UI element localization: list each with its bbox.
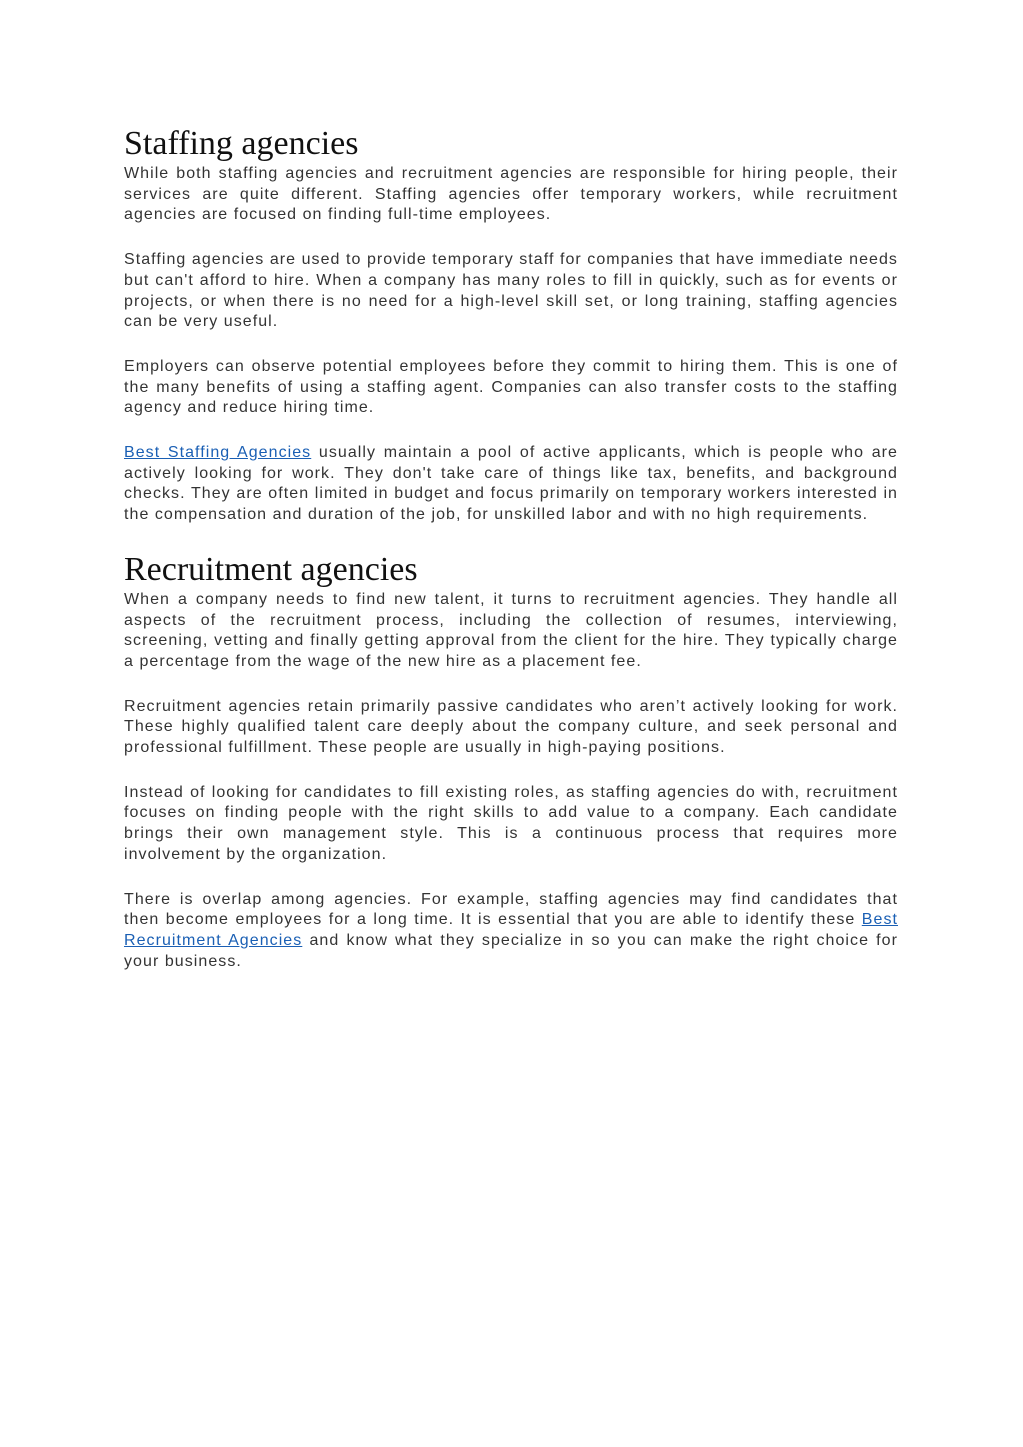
paragraph-text: and know what they specialize in so you can make the right choice for your business. bbox=[124, 931, 898, 970]
paragraph: Instead of looking for candidates to fill existing roles, as staffing agencies do with, recruitment focuses on finding people with the right skills to add value to a company. Each candidate brings their own management style. This is a continuous process that requires more involvement by the organization. bbox=[124, 783, 898, 863]
best-staffing-agencies-link[interactable]: Best Staffing Agencies bbox=[124, 444, 312, 462]
paragraph: When a company needs to find new talent, it turns to recruitment agencies. They handle all aspects of the recruitment process, including the collection of resumes, interviewing, screening, vetting and finally getting approval from the client for the hire. They typically charge a percentage from the wage of the new hire as a placement fee. bbox=[124, 590, 898, 670]
paragraph-text: usually maintain a pool of active applicants, which is people who are actively looking for work. They don't take care of things like tax, benefits, and background checks. They are often limited in budget and focus primarily on temporary workers interested in the compensation and duration of the job, for unskilled labor and with no high requirements. bbox=[124, 444, 898, 524]
paragraph-with-link bbox=[124, 443, 898, 526]
best-recruitment-agencies-link[interactable]: Best Recruitment Agencies bbox=[124, 911, 898, 949]
paragraph: Employers can observe potential employees before they commit to hiring them. This is one of the many benefits of using a staffing agent. Companies can also transfer costs to the staffing agency and reduce hiring time. bbox=[124, 357, 898, 417]
paragraph-with-link bbox=[124, 890, 898, 973]
paragraph: While both staffing agencies and recruitment agencies are responsible for hiring people, their services are quite different. Staffing agencies offer temporary workers, while recruitment agencies are focused on finding full-time employees. bbox=[124, 165, 898, 224]
document-page bbox=[124, 124, 898, 996]
heading-staffing-agencies: Staffing agencies bbox=[124, 125, 359, 162]
paragraph: Staffing agencies are used to provide temporary staff for companies that have immediate needs but can't afford to hire. When a company has many roles to fill in quickly, such as for events or projects, or when there is no need for a high-level skill set, or long training, staffing agencies can be very useful. bbox=[124, 251, 898, 331]
heading-recruitment-agencies: Recruitment agencies bbox=[124, 550, 418, 588]
paragraph: Recruitment agencies retain primarily passive candidates who aren’t actively looking for work. These highly qualified talent care deeply about the company culture, and seek personal and professional fulfillment. These people are usually in high-paying positions. bbox=[124, 697, 898, 757]
paragraph-text: There is overlap among agencies. For example, staffing agencies may find candidates that then become employees for a long time. It is essential that you are able to identify these bbox=[124, 890, 898, 929]
